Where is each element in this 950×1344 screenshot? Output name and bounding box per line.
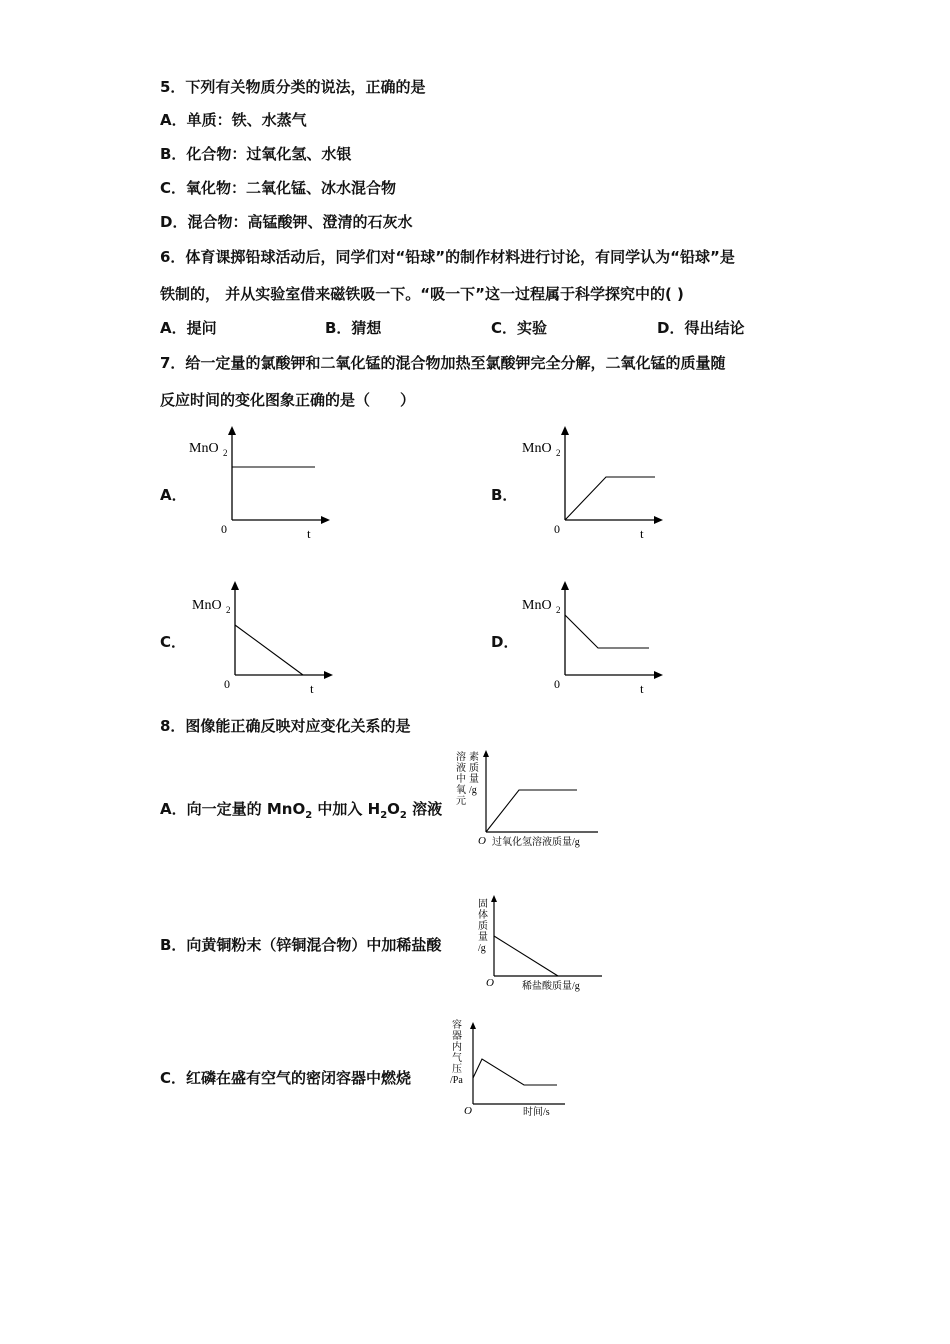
q8c-y-label xyxy=(450,1019,463,1086)
q8b-curve xyxy=(494,936,558,976)
q8a-formula-mno: MnO xyxy=(266,800,306,818)
svg-text:内: 内 xyxy=(452,1042,462,1053)
q7b-curve xyxy=(565,477,655,520)
q8a-formula-o-sub: 2 xyxy=(399,810,407,821)
q8c-curve xyxy=(473,1059,557,1085)
q8c-x-label: 时间/s xyxy=(523,1107,550,1118)
svg-text:液: 液 xyxy=(456,763,466,774)
q5-option-b: B．化合物：过氧化氢、水银 xyxy=(160,145,352,163)
q8a-formula-h-sub: 2 xyxy=(380,810,388,821)
q8a-formula-mno-sub: 2 xyxy=(305,810,313,821)
q8a-y-label xyxy=(456,750,479,807)
q6-option-a: A．提问 xyxy=(160,319,217,337)
q8a-curve xyxy=(486,790,577,832)
svg-text:气: 气 xyxy=(452,1053,462,1064)
q6-option-b: B．猜想 xyxy=(325,319,382,337)
q7-graph-c xyxy=(188,575,348,700)
q7d-y-label: MnO xyxy=(522,598,552,613)
q8c-origin: O xyxy=(464,1105,472,1117)
q7-label-d: D． xyxy=(491,633,519,651)
q6-option-d: D．得出结论 xyxy=(657,319,745,337)
svg-text:容: 容 xyxy=(452,1020,462,1031)
q7b-x-label: t xyxy=(640,526,644,541)
q8-graph-a xyxy=(452,748,627,853)
q7a-y-label: MnO xyxy=(189,441,219,456)
q7d-origin: 0 xyxy=(554,677,560,691)
svg-text:/g: /g xyxy=(469,785,477,796)
q8a-text-prefix: A．向一定量的 xyxy=(160,800,267,818)
svg-text:溶: 溶 xyxy=(456,752,466,763)
q8b-origin: O xyxy=(486,977,494,989)
q8-option-b: B．向黄铜粉末（锌铜混合物）中加稀盐酸 xyxy=(160,936,442,954)
q6-stem-line2: 铁制的， 并从实验室借来磁铁吸一下。“吸一下”这一过程属于科学探究中的( ) xyxy=(160,285,684,303)
q5-option-c: C．氧化物：二氧化锰、冰水混合物 xyxy=(160,179,397,197)
svg-text:质: 质 xyxy=(469,763,479,774)
q8b-y-label xyxy=(478,898,488,954)
q7a-origin: 0 xyxy=(221,522,227,536)
q7-graph-d xyxy=(518,575,678,700)
svg-text:固: 固 xyxy=(478,899,488,910)
svg-text:量: 量 xyxy=(478,932,488,943)
q7d-x-label: t xyxy=(640,681,644,696)
q7c-y-sub: 2 xyxy=(226,605,231,615)
q7d-curve xyxy=(565,615,649,648)
svg-text:氧: 氧 xyxy=(456,785,466,796)
q7-graph-a xyxy=(185,425,345,545)
svg-text:压: 压 xyxy=(452,1064,462,1075)
q8-stem: 8．图像能正确反映对应变化关系的是 xyxy=(160,717,411,735)
q7a-x-label: t xyxy=(307,526,311,541)
svg-text:素: 素 xyxy=(469,752,479,763)
q7-label-b: B． xyxy=(491,486,518,504)
q8a-formula-h: H xyxy=(367,800,381,818)
q7b-origin: 0 xyxy=(554,522,560,536)
q7b-y-label: MnO xyxy=(522,441,552,456)
svg-text:元: 元 xyxy=(456,796,466,807)
q8-graph-c xyxy=(449,1018,579,1123)
q7-stem-line1: 7．给一定量的氯酸钾和二氧化锰的混合物加热至氯酸钾完全分解，二氧化锰的质量随 xyxy=(160,354,726,372)
q8a-x-label: 过氧化氢溶液质量/g xyxy=(492,837,580,848)
svg-text:体: 体 xyxy=(478,910,488,921)
q7b-y-sub: 2 xyxy=(556,448,561,458)
q8a-origin: O xyxy=(478,835,486,847)
q8-option-a xyxy=(160,799,442,826)
q7c-y-label: MnO xyxy=(192,598,222,613)
q7a-y-sub: 2 xyxy=(223,448,228,458)
q8a-text-suffix: 溶液 xyxy=(406,800,443,818)
svg-text:器: 器 xyxy=(452,1031,462,1042)
q8a-text-mid: 中加入 xyxy=(312,800,368,818)
q7c-x-label: t xyxy=(310,681,314,696)
q7-label-a: A． xyxy=(160,486,187,504)
q7c-curve xyxy=(235,625,303,675)
svg-text:质: 质 xyxy=(478,921,488,932)
q8b-x-label: 稀盐酸质量/g xyxy=(522,981,580,992)
q6-stem-line1: 6．体育课掷铅球活动后，同学们对“铅球”的制作材料进行讨论，有同学认为“铅球”是 xyxy=(160,248,735,266)
svg-text:/Pa: /Pa xyxy=(450,1075,463,1086)
q5-option-d: D．混合物：高锰酸钾、澄清的石灰水 xyxy=(160,213,413,231)
svg-text:中: 中 xyxy=(456,774,466,785)
svg-text:量: 量 xyxy=(469,774,479,785)
q5-stem: 5．下列有关物质分类的说法，正确的是 xyxy=(160,78,426,96)
q7c-origin: 0 xyxy=(224,677,230,691)
q6-option-c: C．实验 xyxy=(491,319,548,337)
q8a-formula-o: O xyxy=(387,800,400,818)
q7d-y-sub: 2 xyxy=(556,605,561,615)
q5-option-a: A．单质：铁、水蒸气 xyxy=(160,111,307,129)
q8-graph-b xyxy=(474,893,609,998)
svg-text:/g: /g xyxy=(478,943,486,954)
q7-graph-b xyxy=(518,425,678,545)
q7-stem-line2: 反应时间的变化图象正确的是（ ） xyxy=(160,391,416,409)
q8-option-c: C．红磷在盛有空气的密闭容器中燃烧 xyxy=(160,1069,412,1087)
q7-label-c: C． xyxy=(160,633,187,651)
